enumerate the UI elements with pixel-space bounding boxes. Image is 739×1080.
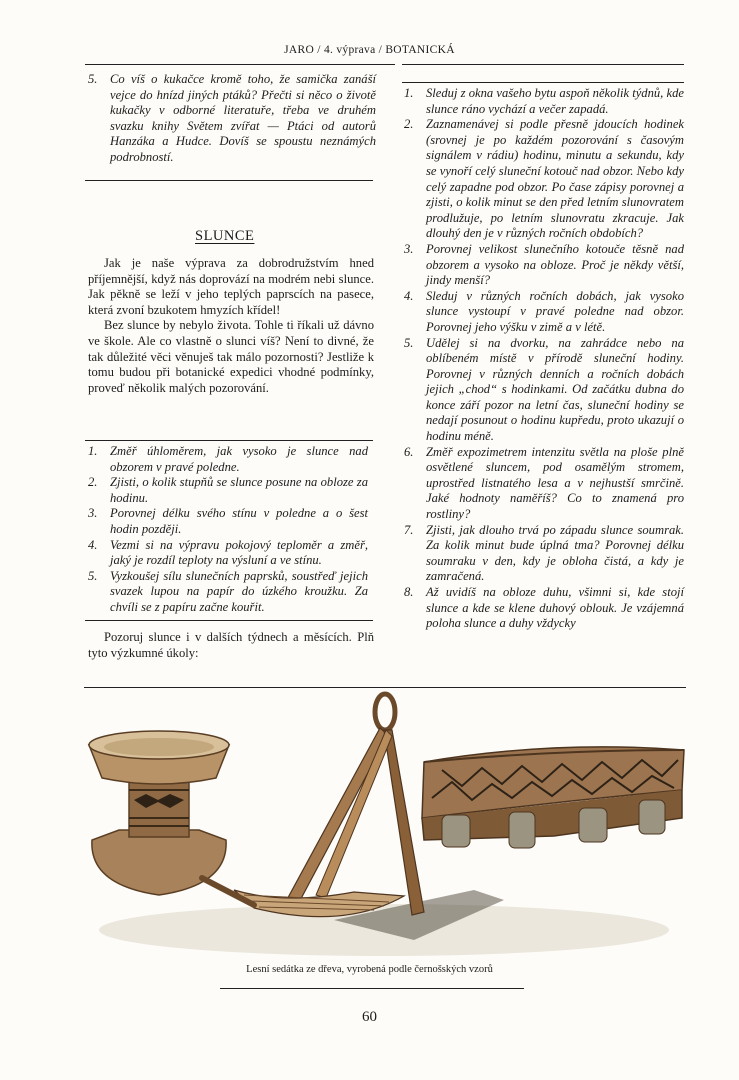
list-item [88, 506, 368, 537]
page-number: 60 [362, 1009, 377, 1025]
figure-caption: Lesní sedátka ze dřeva, vyrobená podle černošských vzorů [246, 964, 493, 975]
task-number: 7. [404, 522, 414, 537]
task-number: 4. [88, 537, 98, 552]
list-item [88, 569, 368, 616]
task-number: 2. [88, 475, 98, 490]
task-number: 6. [404, 444, 414, 459]
task-number: 1. [404, 86, 414, 100]
task-text: Vyzkoušej sílu slunečních paprsků, soustřeď jejich svazek lupou na papír do úzkého kroužku. Za chvíli se z papíru začne kouřit. [110, 568, 368, 614]
section-divider [85, 180, 373, 181]
outro-paragraph: Pozoruj slunce i v dalších týdnech a měsících. Plň tyto výzkumné úkoly: [88, 630, 374, 660]
task-text: Porovnej délku svého stínu v poledne a o šest hodin později. [110, 506, 368, 536]
list-item [404, 242, 684, 289]
list-item [88, 538, 368, 569]
outro-divider [85, 620, 373, 621]
list-item [404, 117, 684, 242]
right-column-rule [402, 82, 684, 83]
cuckoo-task [88, 72, 376, 166]
task-number: 1. [88, 444, 98, 458]
task-number: 5. [404, 335, 414, 350]
header-rule-right [402, 64, 684, 65]
task-text: Zaznamenávej si podle přesně jdoucích hodinek (srovnej je po každém pozorování s časovým signálem v rádiu) hodinu, minutu a sekundu, kdy se vynoří celý sluneční kotouč nad obzor. Nebo kdy celý zapadne pod obzor. Po čase zápisy porovnej a zjisti, o kolik minut se den před letním slunovratem prodlužuje, po letním slunovratu zkracuje. Jak dlouhý den je v různých ročních obdobích? [426, 117, 684, 241]
task-text: Zjisti, jak dlouho trvá po západu slunce soumrak. Za kolik minut bude úplná tma? Porovnej délku soumraku v den, kdy je obloha čistá, a kdy je zamračená. [426, 522, 684, 584]
task-number: 2. [404, 117, 414, 132]
list-item [88, 475, 368, 506]
list-item [404, 585, 684, 632]
task-text: Sleduj v různých ročních dobách, jak vysoko slunce vystoupí v pravé poledne nad obzor. Porovnej jeho výšku v zimě a v létě. [426, 288, 684, 334]
task-number: 5. [88, 568, 98, 583]
task-text: Změř expozimetrem intenzitu světla na ploše plně osvětlené sluncem, pod osamělým stromem, uprostřed listnatého lesa a v nejhustší smrčině. Jaké hodnoty naměříš? Co to znamená pro rostliny? [426, 444, 684, 522]
list-item [404, 336, 684, 445]
illustration-top-rule [84, 687, 686, 688]
hourglass-stool [89, 731, 229, 895]
tripod-stool [202, 694, 424, 917]
list-item [404, 523, 684, 585]
task-text: Až uvidíš na obloze duhu, všimni si, kde stojí slunce a kde se klene duhový oblouk. Je vzájemná poloha slunce a duhy vždycky [426, 585, 684, 631]
task-text: Zjisti, o kolik stupňů se slunce posune na obloze za hodinu. [110, 475, 368, 505]
task-text: Co víš o kukačce kromě toho, že samička zanáší vejce do hnízd jiných ptáků? Přečti si něco o životě kukačky v odborné literatuře, třeba ve druhém svazku knihy Světem zvířat — Ptáci od autorů Hanzáka a Hudce. Dovíš se spoustu neznámých podrobností. [110, 72, 376, 164]
carved-bench-stool [422, 747, 684, 848]
task-number: 5. [88, 72, 98, 86]
task-number: 3. [88, 506, 98, 521]
wooden-stools-illustration [84, 690, 690, 962]
outro-text [88, 630, 374, 661]
intro-paragraph: Bez slunce by nebylo života. Tohle ti říkali už dávno ve škole. Ale co vlastně o slunci víš? Není to divné, že tak důležité věci věnuješ tak málo pozornosti? Jestliže k tomu budou při botanické expedici vhodné podmínky, proveď několik malých pozorování. [88, 318, 374, 395]
list-item [88, 444, 368, 475]
list-item [404, 86, 684, 117]
tasks-divider [85, 440, 373, 441]
research-tasks-list [404, 86, 684, 632]
header-rule [85, 64, 395, 65]
illustration-bottom-rule [220, 988, 524, 989]
task-number: 3. [404, 241, 414, 256]
section-title: SLUNCE [195, 228, 255, 244]
task-text: Udělej si na dvorku, na zahrádce nebo na oblíbeném místě v přírodě sluneční hodiny. Porovnej v různých denních a ročních dobách jejich „chod“ s hodinkami. Od začátku dubna do konce září pozor na letní čas, sluneční hodiny se nedají posunout o hodinu kupředu, proto ukazují o hodinu méně. [426, 335, 684, 444]
task-number: 4. [404, 288, 414, 303]
task-number: 8. [404, 585, 414, 599]
task-text: Porovnej velikost slunečního kotouče těsně nad obzorem a vysoko na obloze. Proč je někdy větší, jindy menší? [426, 241, 684, 288]
list-item [404, 289, 684, 336]
sun-tasks-list [88, 444, 368, 616]
list-item [404, 445, 684, 523]
intro-paragraph: Jak je naše výprava za dobrodružstvím hned příjemnější, když nás doprovází na modrém nebi slunce. Jak pěkně se leží v jeho teplých paprscích na pasece, která zvoní bzukotem hmyzích křídel! [88, 256, 374, 317]
intro-text [88, 256, 374, 396]
running-header: JARO / 4. výprava / BOTANICKÁ [284, 44, 455, 56]
task-text: Změř úhloměrem, jak vysoko je slunce nad obzorem v pravé poledne. [110, 444, 368, 474]
task-text: Vezmi si na výpravu pokojový teploměr a změř, jaký je rozdíl teploty na výsluní a ve stínu. [110, 537, 368, 568]
task-text: Sleduj z okna vašeho bytu aspoň několik týdnů, kde slunce ráno vychází a večer zapadá. [426, 86, 684, 116]
